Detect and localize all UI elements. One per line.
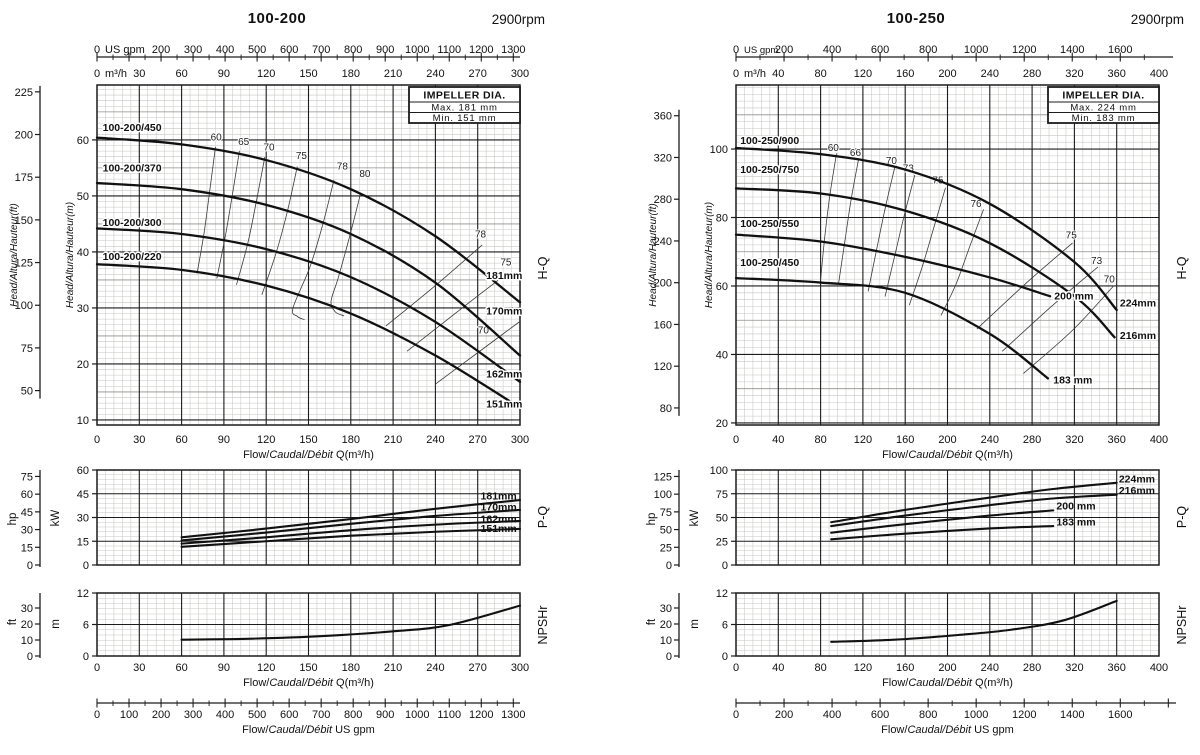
flow-axis-label-gpm: Flow/Caudal/Débit US gpm [242, 724, 375, 736]
m-axis-tick-label: 80 [715, 212, 728, 225]
hq-x-tick-label: 400 [1149, 434, 1169, 446]
efficiency-label: 70 [263, 142, 275, 154]
hp-axis-tick-label: 0 [665, 560, 672, 572]
efficiency-label: 76 [970, 199, 982, 211]
gpm-top-tick-label: 500 [247, 44, 267, 56]
gpm-top-tick-label: 1600 [1108, 44, 1133, 56]
np-x-tick-label: 320 [1065, 662, 1084, 674]
np-x-tick-label: 120 [257, 662, 276, 674]
gpm-top-tick-label: 200 [151, 44, 171, 56]
np-x-tick-label: 240 [980, 662, 999, 674]
np-x-tick-label: 400 [1149, 662, 1169, 674]
gpm-bottom-tick-label: 900 [376, 709, 395, 721]
hq-x-tick-label: 160 [896, 434, 915, 446]
ft-axis-tick-label: 75 [20, 342, 33, 355]
hq-x-tick-label: 300 [510, 434, 530, 446]
impeller-dia-box [1048, 87, 1159, 124]
efficiency-contour-line [262, 167, 297, 295]
kw-axis-tick-label: 60 [76, 465, 89, 477]
np-x-tick-label: 210 [383, 662, 403, 674]
m-axis-tick-label: 60 [715, 280, 728, 293]
gpm-top-tick-label: 1100 [437, 44, 462, 56]
chart-panel-100-250 [646, 44, 1189, 736]
impeller-max-label: Max. 224 mm [1070, 102, 1137, 114]
np-x-tick-label: 80 [814, 662, 827, 674]
m3h-top-tick-label: 120 [257, 68, 276, 80]
flow-axis-label-m3h-2: Flow/Caudal/Débit Q(m³/h) [882, 677, 1013, 689]
m-axis-tick-label: 10 [76, 414, 89, 427]
m-axis-tick-label: 40 [76, 246, 89, 259]
hq-x-tick-label: 30 [133, 434, 146, 446]
gpm-bottom-tick-label: 1600 [1108, 709, 1133, 721]
hq-plot [97, 85, 522, 425]
flow-axis-label-m3h: Flow/Caudal/Débit Q(m³/h) [243, 449, 374, 461]
m-axis-tick-label: 100 [709, 144, 728, 157]
hp-axis-tick-label: 60 [20, 489, 33, 502]
rpm-label-right: 2900rpm [1130, 12, 1184, 27]
m3h-top-tick-label: 0 [732, 68, 740, 80]
gpm-top-tick-label: 1400 [1060, 44, 1085, 56]
ft-axis-tick-label: 320 [653, 152, 672, 165]
hp-axis-tick-label: 50 [659, 524, 672, 537]
gpm-bottom-tick-label: 1400 [1060, 709, 1085, 721]
rpm-label-left: 2900rpm [491, 12, 545, 27]
gpm-top-axis [733, 44, 1173, 62]
hq-x-tick-label: 180 [341, 434, 360, 446]
m3h-unit-label: m³/h [744, 68, 766, 80]
efficiency-label: 60 [210, 132, 222, 144]
hq-x-tick-label: 150 [299, 434, 318, 446]
m3h-top-tick-label: 280 [1022, 68, 1042, 80]
m3h-top-tick-label: 300 [510, 68, 530, 80]
chart-panel-100-200 [7, 44, 550, 736]
gpm-bottom-tick-label: 600 [279, 709, 299, 721]
np-ft-axis-label: ft [646, 618, 658, 626]
efficiency-label: 66 [849, 147, 862, 159]
hp-axis-tick-label: 45 [20, 506, 33, 519]
hp-axis-tick-label: 125 [653, 471, 672, 484]
gpm-top-tick-label: 0 [732, 44, 740, 56]
npshr-plot [736, 593, 1159, 656]
m3h-top-axis [733, 68, 1168, 80]
efficiency-label: 60 [827, 143, 839, 155]
np-m-axis-tick-label: 0 [82, 651, 89, 663]
gpm-bottom-axis [94, 699, 526, 737]
np-x-tick-label: 30 [133, 662, 146, 674]
ft-axis-tick-label: 360 [653, 110, 672, 123]
pq-diameter-label: 200 mm [1056, 500, 1096, 513]
hq-x-tick-label: 60 [175, 434, 188, 446]
hp-axis-label: hp [7, 512, 19, 526]
hq-x-tick-label: 90 [217, 434, 231, 446]
np-x-tick-label: 40 [772, 662, 785, 674]
efficiency-label: 75 [500, 257, 512, 269]
efficiency-label: 75 [295, 150, 308, 162]
m3h-top-tick-label: 90 [217, 68, 231, 80]
m3h-top-tick-label: 180 [341, 68, 360, 80]
hq-curve-100-250/450 [736, 278, 1048, 378]
impeller-box-title: IMPELLER DIA. [423, 89, 506, 102]
gpm-bottom-tick-label: 1100 [437, 709, 462, 721]
gpm-top-tick-label: 1000 [963, 44, 989, 56]
m3h-top-tick-label: 320 [1065, 68, 1084, 80]
ft-axis-tick-label: 150 [14, 214, 33, 227]
ft-axis-tick-label: 200 [14, 129, 33, 142]
npshr-side-label: NPSHr [536, 605, 550, 645]
efficiency-contour-line [909, 188, 945, 305]
kw-axis-tick-label: 100 [709, 465, 728, 477]
hq-x-tick-label: 270 [468, 434, 487, 446]
np-x-tick-label: 90 [217, 662, 231, 674]
hq-plot [736, 85, 1159, 425]
curve-name-label: 100-250/450 [740, 257, 800, 270]
np-ft-axis-tick-label: 20 [20, 618, 33, 631]
gpm-bottom-tick-label: 1000 [404, 709, 430, 721]
m3h-top-tick-label: 160 [896, 68, 915, 80]
curve-name-label: 100-250/900 [740, 134, 800, 147]
m3h-unit-label: m³/h [105, 68, 127, 80]
np-ft-axis-tick-label: 20 [659, 618, 672, 631]
efficiency-label: 65 [238, 136, 250, 148]
gpm-bottom-axis [733, 699, 1176, 737]
ft-axis-tick-label: 280 [653, 194, 672, 207]
gpm-bottom-tick-label: 100 [119, 709, 139, 721]
pq-diameter-label: 216mm [1118, 485, 1156, 498]
impeller-diameter-label: 151mm [486, 398, 523, 411]
np-ft-axis-tick-label: 10 [20, 634, 33, 647]
efficiency-label: 78 [474, 229, 487, 241]
gpm-top-tick-label: 300 [183, 44, 203, 56]
impeller-diameter-label: 200 mm [1054, 290, 1094, 303]
pq-diameter-label: 151mm [480, 522, 517, 535]
impeller-diameter-label: 181mm [486, 269, 523, 282]
gpm-top-tick-label: 800 [918, 44, 938, 56]
curve-name-label: 100-250/550 [740, 217, 800, 230]
m3h-top-tick-label: 360 [1107, 68, 1126, 80]
efficiency-label: 70 [1103, 274, 1115, 286]
head-axis-label-m: Head/Altura/Hauteur(m) [704, 201, 715, 309]
m-axis-tick-label: 60 [76, 134, 89, 147]
m3h-top-tick-label: 270 [468, 68, 487, 80]
gpm-top-tick-label: 0 [93, 44, 101, 56]
ft-axis-tick-label: 50 [20, 385, 33, 398]
gpm-top-tick-label: 1200 [469, 44, 494, 56]
impeller-diameter-label: 170mm [486, 305, 523, 318]
hq-side-label: H-Q [1175, 256, 1189, 280]
hq-x-tick-label: 240 [426, 434, 445, 446]
np-ft-axis-tick-label: 30 [659, 602, 672, 615]
m3h-top-tick-label: 40 [772, 68, 785, 80]
hq-x-tick-label: 0 [732, 434, 740, 446]
npshr-side-label: NPSHr [1175, 605, 1189, 645]
m3h-top-axis [94, 68, 529, 80]
efficiency-label: 70 [477, 325, 489, 337]
np-x-tick-label: 160 [896, 662, 915, 674]
np-x-tick-label: 120 [853, 662, 873, 674]
kw-axis-tick-label: 15 [76, 536, 89, 549]
head-axis-label-m: Head/Altura/Hauteur(m) [65, 201, 76, 309]
pq-diameter-label: 224mm [1118, 473, 1156, 486]
efficiency-label: 75 [932, 175, 944, 187]
m3h-top-tick-label: 240 [980, 68, 999, 80]
hq-x-tick-label: 120 [257, 434, 276, 446]
kw-axis-tick-label: 0 [82, 560, 89, 572]
np-x-tick-label: 0 [732, 662, 740, 674]
curve-name-label: 100-200/300 [102, 217, 162, 230]
efficiency-label: 70 [885, 156, 898, 168]
np-m-axis-label: m [689, 619, 701, 629]
hq-x-tick-label: 240 [980, 434, 999, 446]
flow-axis-label-m3h-2: Flow/Caudal/Débit Q(m³/h) [243, 677, 374, 689]
efficiency-contour-line [821, 154, 837, 280]
impeller-diameter-label: 224mm [1119, 297, 1157, 310]
np-m-axis-tick-label: 6 [82, 619, 89, 632]
ft-axis-tick-label: 120 [653, 361, 672, 374]
np-x-tick-label: 200 [938, 662, 957, 674]
efficiency-contour-line [331, 193, 361, 316]
hq-x-tick-label: 280 [1022, 434, 1042, 446]
np-x-tick-label: 150 [299, 662, 318, 674]
gpm-top-tick-label: 800 [344, 44, 363, 56]
gpm-top-tick-label: 700 [311, 44, 331, 56]
np-x-tick-label: 280 [1022, 662, 1042, 674]
m3h-top-tick-label: 0 [93, 68, 101, 80]
efficiency-label: 75 [1065, 230, 1077, 242]
np-x-tick-label: 300 [510, 662, 530, 674]
gpm-bottom-tick-label: 0 [732, 709, 740, 721]
m-axis-tick-label: 40 [715, 349, 728, 362]
kw-axis-tick-label: 30 [76, 512, 89, 525]
ft-axis-tick-label: 100 [14, 300, 33, 313]
gpm-bottom-tick-label: 600 [870, 709, 890, 721]
np-x-tick-label: 240 [426, 662, 445, 674]
m3h-top-tick-label: 240 [426, 68, 445, 80]
np-x-tick-label: 60 [175, 662, 188, 674]
m3h-top-tick-label: 400 [1149, 68, 1169, 80]
efficiency-label: 73 [1091, 256, 1103, 268]
pq-plot [97, 470, 520, 565]
hp-axis-tick-label: 75 [659, 506, 672, 519]
gpm-top-tick-label: 200 [774, 44, 794, 56]
gpm-bottom-tick-label: 200 [151, 709, 171, 721]
np-x-tick-label: 0 [93, 662, 101, 674]
chart-title-100-250: 100-250 [886, 10, 946, 27]
curve-name-label: 100-200/220 [102, 250, 162, 263]
efficiency-contour-line [197, 147, 215, 273]
impeller-diameter-label: 162mm [486, 368, 523, 381]
gpm-top-tick-label: 1200 [1011, 44, 1037, 56]
pq-side-label: P-Q [1175, 505, 1189, 529]
efficiency-contour-line [217, 151, 240, 278]
hp-axis-tick-label: 75 [20, 471, 33, 484]
m3h-top-tick-label: 30 [133, 68, 146, 80]
pq-side-label: P-Q [536, 505, 550, 529]
impeller-min-label: Min. 183 mm [1071, 113, 1136, 124]
kw-axis-tick-label: 0 [721, 560, 728, 572]
m-axis-tick-label: 20 [76, 358, 89, 371]
flow-axis-label-m3h: Flow/Caudal/Débit Q(m³/h) [882, 449, 1013, 461]
np-x-tick-label: 270 [468, 662, 487, 674]
kw-axis-tick-label: 25 [715, 536, 728, 549]
m-axis-tick-label: 50 [76, 190, 89, 203]
np-m-axis-tick-label: 12 [715, 588, 728, 600]
gpm-top-axis [94, 44, 526, 62]
m-axis-tick-label: 20 [715, 417, 728, 430]
impeller-box-title: IMPELLER DIA. [1062, 89, 1145, 102]
kw-axis-label: kW [50, 509, 62, 527]
hp-axis-tick-label: 0 [26, 560, 33, 572]
gpm-top-tick-label: 600 [870, 44, 890, 56]
pq-plot [736, 470, 1159, 565]
ft-axis-tick-label: 240 [653, 235, 672, 248]
ft-axis-tick-label: 175 [14, 172, 33, 185]
kw-axis-tick-label: 50 [715, 512, 728, 525]
impeller-diameter-label: 183 mm [1053, 374, 1093, 387]
hp-axis-label: hp [646, 512, 658, 526]
ft-axis-tick-label: 80 [659, 402, 672, 415]
hq-x-tick-label: 120 [853, 434, 873, 446]
hq-x-tick-label: 320 [1065, 434, 1084, 446]
gpm-top-tick-label: 900 [376, 44, 395, 56]
np-x-tick-label: 180 [341, 662, 360, 674]
gpm-bottom-tick-label: 400 [822, 709, 842, 721]
hq-x-tick-label: 360 [1107, 434, 1126, 446]
gpm-bottom-tick-label: 500 [247, 709, 267, 721]
hq-x-tick-label: 40 [772, 434, 785, 446]
np-ft-axis-label: ft [7, 618, 19, 626]
ft-axis-tick-label: 200 [653, 277, 672, 290]
efficiency-contour-line [839, 159, 859, 284]
hq-x-tick-label: 0 [93, 434, 101, 446]
gpm-bottom-tick-label: 1300 [501, 709, 526, 721]
pq-diameter-label: 170mm [480, 501, 517, 514]
impeller-diameter-label: 216mm [1119, 330, 1157, 343]
gpm-top-tick-label: 600 [279, 44, 299, 56]
hp-axis-tick-label: 30 [20, 524, 33, 537]
kw-axis-label: kW [689, 509, 701, 527]
efficiency-contour-line [885, 175, 915, 296]
m3h-top-tick-label: 210 [383, 68, 403, 80]
ft-axis-tick-label: 225 [14, 86, 33, 99]
impeller-max-label: Max. 181 mm [431, 102, 498, 114]
gpm-bottom-tick-label: 1000 [963, 709, 989, 721]
efficiency-label: 80 [359, 168, 371, 180]
gpm-unit-label: US gpm [105, 44, 145, 56]
hq-x-tick-label: 210 [383, 434, 403, 446]
np-x-tick-label: 360 [1107, 662, 1126, 674]
hp-axis-tick-label: 100 [653, 489, 672, 502]
gpm-top-tick-label: 1300 [501, 44, 526, 56]
gpm-unit-label: US gpm [744, 45, 779, 56]
np-ft-axis-tick-label: 30 [20, 602, 33, 615]
gpm-bottom-tick-label: 200 [774, 709, 794, 721]
chart-title-100-200: 100-200 [247, 10, 307, 27]
m3h-top-tick-label: 120 [853, 68, 873, 80]
gpm-bottom-tick-label: 1200 [469, 709, 494, 721]
m-axis-tick-label: 30 [76, 302, 89, 315]
pq-diameter-label: 162mm [480, 513, 517, 526]
m3h-top-tick-label: 80 [814, 68, 827, 80]
impeller-dia-box [409, 87, 520, 124]
head-axis-label-ft: Head/Altura/Hauteur(ft) [9, 203, 20, 307]
hq-x-tick-label: 200 [938, 434, 957, 446]
np-m-axis-tick-label: 6 [721, 619, 728, 632]
hq-x-tick-label: 80 [814, 434, 827, 446]
m3h-top-tick-label: 150 [299, 68, 318, 80]
gpm-bottom-tick-label: 700 [311, 709, 331, 721]
np-ft-axis-tick-label: 0 [665, 651, 672, 663]
kw-axis-tick-label: 45 [76, 488, 89, 501]
np-m-axis-label: m [50, 619, 62, 629]
efficiency-label: 78 [336, 161, 348, 173]
np-ft-axis-tick-label: 0 [26, 651, 33, 663]
hp-axis-tick-label: 25 [659, 542, 672, 555]
flow-axis-label-gpm: Flow/Caudal/Débit US gpm [881, 724, 1014, 736]
curve-name-label: 100-200/450 [102, 121, 162, 134]
np-m-axis-tick-label: 12 [76, 588, 89, 600]
gpm-top-tick-label: 400 [822, 44, 842, 56]
impeller-min-label: Min. 151 mm [432, 113, 497, 124]
gpm-bottom-tick-label: 0 [93, 709, 101, 721]
m3h-top-tick-label: 60 [175, 68, 188, 80]
pq-diameter-label: 181mm [480, 490, 517, 503]
pq-diameter-label: 183 mm [1056, 516, 1096, 529]
gpm-top-tick-label: 400 [215, 44, 235, 56]
kw-axis-tick-label: 75 [715, 488, 728, 501]
ft-axis-tick-label: 160 [653, 319, 672, 332]
efficiency-label: 73 [902, 163, 914, 175]
gpm-bottom-tick-label: 800 [918, 709, 938, 721]
gpm-bottom-tick-label: 1200 [1011, 709, 1037, 721]
head-axis-label-ft: Head/Altura/Hauteur(ft) [648, 203, 659, 307]
gpm-bottom-tick-label: 800 [344, 709, 363, 721]
np-m-axis-tick-label: 0 [721, 651, 728, 663]
np-ft-axis-tick-label: 10 [659, 634, 672, 647]
ft-axis-tick-label: 125 [14, 257, 33, 270]
m3h-top-tick-label: 200 [938, 68, 957, 80]
gpm-bottom-tick-label: 400 [215, 709, 235, 721]
curve-name-label: 100-200/370 [102, 162, 162, 175]
hq-side-label: H-Q [536, 256, 550, 280]
hp-axis-tick-label: 15 [20, 542, 33, 555]
curve-name-label: 100-250/750 [740, 163, 800, 176]
gpm-top-tick-label: 1000 [404, 44, 430, 56]
npshr-plot [97, 593, 520, 656]
gpm-bottom-tick-label: 300 [183, 709, 203, 721]
